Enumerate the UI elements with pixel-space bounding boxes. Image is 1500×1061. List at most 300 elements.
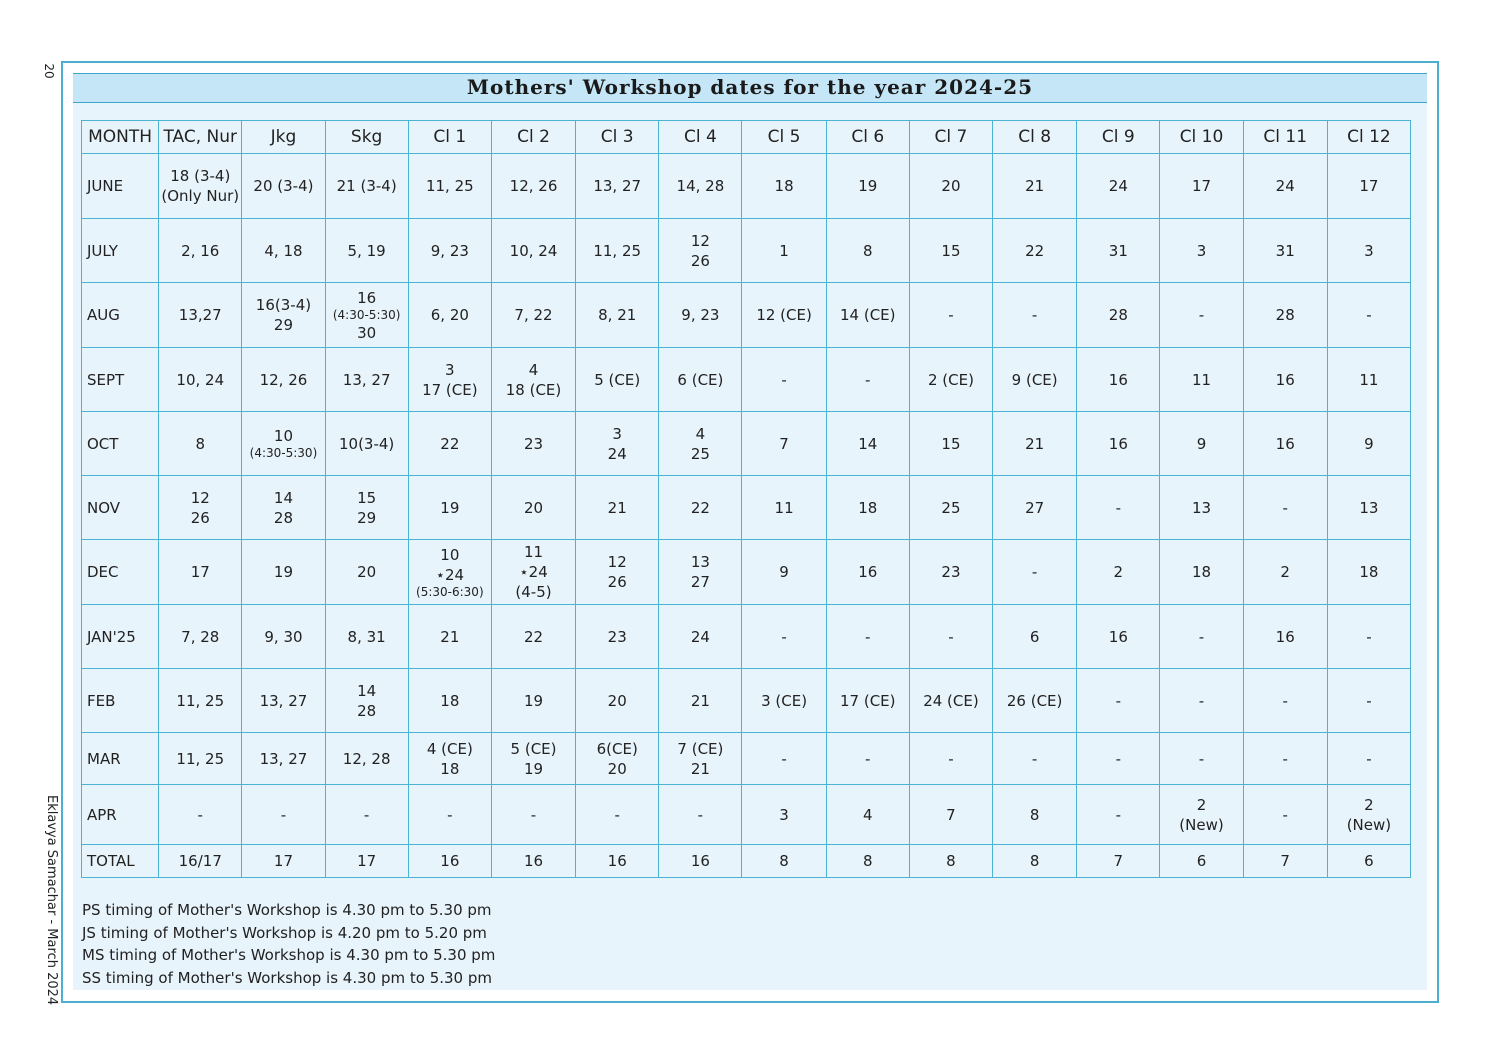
cell-line: 8 (862, 241, 873, 260)
date-cell (408, 412, 491, 476)
date-cell (491, 540, 575, 605)
date-cell (826, 412, 909, 476)
date-cell (408, 476, 491, 540)
date-cell (1327, 785, 1410, 845)
table-row (82, 733, 1411, 785)
month-cell: DEC (82, 540, 159, 605)
date-cell (1077, 540, 1160, 605)
column-header: Cl 10 (1160, 121, 1243, 154)
cell-line: 20 (357, 563, 377, 581)
date-cell (742, 154, 826, 219)
date-cell (325, 412, 408, 476)
date-cell (491, 785, 575, 845)
cell-line: 16 (1108, 627, 1128, 646)
date-cell (491, 412, 575, 476)
date-cell (993, 283, 1077, 348)
cell-line: 25 (690, 444, 710, 463)
cell-line: - (781, 370, 787, 389)
table-row (82, 669, 1411, 733)
cell-line: 8 (1029, 805, 1040, 824)
date-cell (1327, 845, 1410, 878)
cell-line: 11 (1191, 370, 1212, 389)
date-cell (1327, 669, 1410, 733)
month-cell: MAR (82, 733, 159, 785)
cell-line: 11 (1359, 370, 1379, 389)
table-row (82, 845, 1411, 878)
date-cell (242, 283, 325, 348)
date-cell (576, 219, 659, 283)
cell-line: 14 (858, 434, 878, 453)
date-cell (909, 476, 992, 540)
cell-line: 12, 28 (342, 749, 391, 768)
cell-line: - (530, 805, 537, 824)
cell-line: 3 (CE) (761, 691, 808, 710)
cell-line: - (1366, 691, 1372, 710)
date-cell (1160, 733, 1243, 785)
date-cell (159, 540, 242, 605)
date-cell (1160, 283, 1243, 348)
date-cell (491, 283, 575, 348)
date-cell (576, 412, 659, 476)
column-header: Cl 11 (1243, 121, 1327, 154)
cell-line: 7 (946, 805, 956, 824)
table-row (82, 348, 1411, 412)
date-cell (909, 540, 992, 605)
date-cell (1077, 669, 1160, 733)
cell-line: 18 (440, 759, 460, 778)
cell-line: 13, 27 (259, 749, 308, 768)
date-cell (159, 733, 242, 785)
cell-line: 18 (3-4) (170, 167, 231, 185)
cell-line: 7, 28 (181, 627, 220, 646)
table-row (82, 283, 1411, 348)
date-cell (242, 733, 325, 785)
cell-line: 13 (690, 553, 710, 571)
cell-line: 8 (946, 852, 956, 870)
date-cell (159, 785, 242, 845)
cell-line: - (948, 749, 954, 768)
date-cell (491, 605, 575, 669)
cell-line: (4:30-5:30) (332, 307, 401, 322)
cell-line: 16 (1275, 370, 1295, 389)
cell-line: 16 (1108, 434, 1128, 453)
cell-line: 3 (1196, 241, 1207, 260)
column-header: MONTH (82, 121, 159, 154)
note-line-ps: PS timing of Mother's Workshop is 4.30 pm to 5.30 pm (82, 901, 492, 919)
cell-line: 26 (190, 508, 210, 527)
month-cell: JULY (82, 219, 159, 283)
date-cell (1243, 845, 1327, 878)
page-title: Mothers' Workshop dates for the year 2024-25 (73, 73, 1427, 103)
cell-line: 3 (612, 424, 622, 443)
date-cell (659, 476, 742, 540)
cell-line: 2 (1113, 563, 1124, 581)
cell-line: 20 (3-4) (253, 177, 314, 195)
cell-line: 22 (523, 627, 544, 646)
date-cell (1160, 845, 1243, 878)
cell-line: - (1031, 749, 1038, 768)
cell-line: 16 (1275, 434, 1295, 453)
date-cell (408, 669, 491, 733)
date-cell (1243, 540, 1327, 605)
date-cell (659, 154, 742, 219)
cell-line: - (1198, 627, 1205, 646)
date-cell (993, 733, 1077, 785)
cell-line: 26 (690, 251, 710, 270)
cell-line: 20 (607, 759, 627, 778)
column-header: Cl 6 (826, 121, 909, 154)
cell-line: 16(3-4) (255, 296, 312, 314)
cell-line: 12, 26 (509, 177, 558, 195)
cell-line: (4-5) (515, 583, 552, 601)
date-cell (826, 733, 909, 785)
cell-line: 2, 16 (181, 241, 220, 260)
cell-line: 17 (1359, 177, 1379, 195)
cell-line: - (781, 749, 787, 768)
date-cell (909, 412, 992, 476)
cell-line: 16 (523, 852, 544, 870)
month-cell: SEPT (82, 348, 159, 412)
cell-line: 5 (CE) (594, 370, 641, 389)
date-cell (826, 154, 909, 219)
date-cell (576, 605, 659, 669)
date-cell (325, 154, 408, 219)
cell-line: - (1115, 805, 1122, 824)
date-cell (826, 605, 909, 669)
note-line-ss: SS timing of Mother's Workshop is 4.30 pm to 5.30 pm (82, 969, 492, 988)
cell-line: 16 (440, 852, 460, 870)
cell-line: 4 (695, 424, 706, 443)
cell-line: 8 (862, 852, 873, 870)
month-cell: JAN'25 (82, 605, 159, 669)
date-cell (242, 219, 325, 283)
date-cell (1327, 540, 1410, 605)
cell-line: 15 (357, 488, 377, 507)
cell-line: - (1115, 691, 1122, 710)
date-cell (159, 154, 242, 219)
cell-line: 9 (CE) (1011, 370, 1058, 389)
cell-line: 6 (1196, 852, 1207, 870)
cell-line: 19 (523, 691, 544, 710)
date-cell (1327, 476, 1410, 540)
date-cell (1077, 412, 1160, 476)
cell-line: 28 (1275, 306, 1295, 324)
column-header: Cl 7 (909, 121, 992, 154)
date-cell (993, 219, 1077, 283)
date-cell (909, 785, 992, 845)
page-frame (61, 61, 1439, 1003)
month-cell: AUG (82, 283, 159, 348)
date-cell (1327, 412, 1410, 476)
date-cell (491, 733, 575, 785)
date-cell (325, 785, 408, 845)
month-cell: OCT (82, 412, 159, 476)
date-cell (659, 845, 742, 878)
cell-line: 21 (690, 691, 710, 710)
cell-line: - (1031, 563, 1038, 581)
cell-line: 17 (CE) (422, 380, 478, 399)
date-cell (742, 348, 826, 412)
column-header: Cl 8 (993, 121, 1077, 154)
cell-line: 1 (779, 241, 789, 260)
date-cell (1077, 733, 1160, 785)
cell-line: 17 (CE) (840, 691, 896, 710)
cell-line: 9, 30 (264, 627, 303, 646)
cell-line: 12 (190, 488, 210, 507)
date-cell (993, 785, 1077, 845)
cell-line: 22 (440, 434, 460, 453)
cell-line: - (280, 805, 287, 824)
date-cell (742, 605, 826, 669)
table-row (82, 785, 1411, 845)
cell-line: 14 (357, 681, 377, 700)
table-row (82, 154, 1411, 219)
cell-line: 6(CE) (596, 739, 638, 758)
date-cell (909, 733, 992, 785)
date-cell (742, 669, 826, 733)
cell-line: 23 (941, 563, 961, 581)
cell-line: 6, 20 (430, 306, 469, 324)
cell-line: 6 (1364, 852, 1374, 870)
date-cell (659, 219, 742, 283)
date-cell (742, 785, 826, 845)
column-header: Cl 5 (742, 121, 826, 154)
date-cell (993, 476, 1077, 540)
date-cell (1077, 154, 1160, 219)
date-cell (325, 219, 408, 283)
date-cell (408, 348, 491, 412)
cell-line: - (1115, 498, 1122, 517)
date-cell (576, 785, 659, 845)
cell-line: 13, 27 (593, 177, 642, 195)
cell-line: 20 (607, 691, 627, 710)
cell-line: 2 (1196, 795, 1207, 814)
cell-line: 24 (1275, 177, 1295, 195)
date-cell (1243, 412, 1327, 476)
cell-line: 19 (273, 563, 293, 581)
cell-line: 17 (1191, 177, 1212, 195)
cell-line: 9 (1196, 434, 1207, 453)
date-cell (993, 412, 1077, 476)
cell-line: - (1198, 749, 1205, 768)
date-cell (826, 785, 909, 845)
date-cell (1077, 283, 1160, 348)
cell-line: 10, 24 (509, 241, 558, 260)
date-cell (826, 219, 909, 283)
cell-line: 16 (1108, 370, 1128, 389)
cell-line: 18 (440, 691, 460, 710)
date-cell (325, 845, 408, 878)
date-cell (159, 348, 242, 412)
date-cell (659, 669, 742, 733)
column-header: Skg (325, 121, 408, 154)
column-header: Cl 4 (659, 121, 742, 154)
cell-line: 19 (523, 759, 544, 778)
cell-line: - (1198, 691, 1205, 710)
date-cell (159, 412, 242, 476)
cell-line: - (1198, 306, 1205, 324)
cell-line: (4:30-5:30) (249, 446, 318, 460)
date-cell (491, 348, 575, 412)
date-cell (1160, 540, 1243, 605)
date-cell (909, 605, 992, 669)
date-cell (242, 540, 325, 605)
cell-line: ⋆24 (519, 563, 548, 581)
date-cell (659, 348, 742, 412)
cell-line: 26 (CE) (1006, 691, 1063, 710)
date-cell (325, 348, 408, 412)
cell-line: 14, 28 (676, 177, 725, 195)
date-cell (1160, 154, 1243, 219)
date-cell (1327, 605, 1410, 669)
date-cell (909, 219, 992, 283)
cell-line: (Only Nur) (161, 187, 240, 205)
date-cell (1160, 669, 1243, 733)
cell-line: 10 (440, 545, 460, 564)
cell-line: 6 (1029, 627, 1040, 646)
content-panel (73, 73, 1427, 990)
cell-line: 7 (1113, 852, 1124, 870)
cell-line: 24 (690, 627, 710, 646)
date-cell (408, 845, 491, 878)
cell-line: - (948, 627, 954, 646)
cell-line: 30 (357, 323, 377, 342)
timing-notes (82, 899, 495, 990)
cell-line: 21 (607, 498, 627, 517)
cell-line: 16 (1275, 627, 1295, 646)
month-cell: FEB (82, 669, 159, 733)
cell-line: 18 (1359, 563, 1379, 581)
date-cell (159, 283, 242, 348)
date-cell (242, 154, 325, 219)
date-cell (659, 785, 742, 845)
date-cell (1243, 669, 1327, 733)
cell-line: 21 (1025, 434, 1045, 453)
cell-line: 23 (607, 627, 627, 646)
date-cell (325, 283, 408, 348)
cell-line: 5, 19 (347, 241, 386, 260)
date-cell (159, 605, 242, 669)
date-cell (576, 845, 659, 878)
cell-line: 10, 24 (176, 370, 225, 389)
cell-line: 16 (357, 288, 377, 307)
cell-line: 24 (CE) (923, 691, 979, 710)
date-cell (1327, 283, 1410, 348)
date-cell (826, 348, 909, 412)
date-cell (491, 476, 575, 540)
date-cell (1160, 605, 1243, 669)
date-cell (159, 219, 242, 283)
cell-line: 7, 22 (514, 306, 553, 324)
cell-line: 7 (1280, 852, 1290, 870)
cell-line: 11, 25 (176, 691, 225, 710)
date-cell (325, 733, 408, 785)
date-cell (993, 669, 1077, 733)
date-cell (742, 476, 826, 540)
cell-line: 21 (1025, 177, 1045, 195)
cell-line: 4 (862, 805, 873, 824)
cell-line: 24 (1108, 177, 1128, 195)
date-cell (159, 476, 242, 540)
date-cell (826, 476, 909, 540)
cell-line: 18 (CE) (505, 380, 562, 399)
cell-line: 4 (CE) (426, 739, 473, 758)
cell-line: 19 (858, 177, 878, 195)
date-cell (242, 605, 325, 669)
cell-line: 11, 25 (593, 241, 642, 260)
cell-line: 9 (779, 563, 789, 581)
date-cell (1243, 219, 1327, 283)
month-cell: TOTAL (82, 845, 159, 878)
cell-line: 18 (1191, 563, 1212, 581)
cell-line: 16 (607, 852, 627, 870)
cell-line: 8, 31 (347, 627, 386, 646)
date-cell (491, 219, 575, 283)
date-cell (742, 412, 826, 476)
cell-line: - (1282, 498, 1288, 517)
date-cell (1077, 605, 1160, 669)
cell-line: 3 (445, 360, 455, 379)
date-cell (325, 540, 408, 605)
cell-line: 12, 26 (259, 370, 308, 389)
date-cell (1160, 219, 1243, 283)
cell-line: - (1366, 306, 1372, 324)
date-cell (1160, 476, 1243, 540)
date-cell (1077, 845, 1160, 878)
cell-line: 3 (779, 805, 789, 824)
cell-line: 16 (858, 563, 878, 581)
date-cell (408, 154, 491, 219)
cell-line: 12 (CE) (756, 306, 812, 324)
cell-line: 11, 25 (425, 177, 474, 195)
date-cell (1160, 348, 1243, 412)
cell-line: 8, 21 (598, 306, 637, 324)
cell-line: - (363, 805, 370, 824)
date-cell (909, 845, 992, 878)
date-cell (659, 412, 742, 476)
cell-line: 14 (CE) (840, 306, 896, 324)
column-header: Cl 12 (1327, 121, 1410, 154)
date-cell (576, 540, 659, 605)
cell-line: 8 (779, 852, 789, 870)
cell-line: 13, 27 (342, 370, 391, 389)
date-cell (408, 785, 491, 845)
date-cell (242, 845, 325, 878)
cell-line: 5 (CE) (510, 739, 557, 758)
date-cell (1077, 348, 1160, 412)
date-cell (242, 348, 325, 412)
cell-line: 3 (1364, 241, 1374, 260)
cell-line: 2 (1280, 563, 1290, 581)
cell-line: - (197, 805, 203, 824)
date-cell (909, 348, 992, 412)
cell-line: 8 (195, 434, 206, 453)
cell-line: 9 (1364, 434, 1374, 453)
date-cell (909, 283, 992, 348)
cell-line: 28 (1108, 306, 1128, 324)
date-cell (742, 219, 826, 283)
date-cell (491, 845, 575, 878)
cell-line: 21 (3-4) (336, 177, 397, 195)
date-cell (1160, 785, 1243, 845)
cell-line: 13,27 (178, 306, 222, 324)
cell-line: 7 (779, 434, 789, 453)
cell-line: - (697, 805, 704, 824)
cell-line: 13 (1191, 498, 1212, 517)
month-cell: NOV (82, 476, 159, 540)
cell-line: 28 (357, 701, 377, 720)
date-cell (659, 283, 742, 348)
